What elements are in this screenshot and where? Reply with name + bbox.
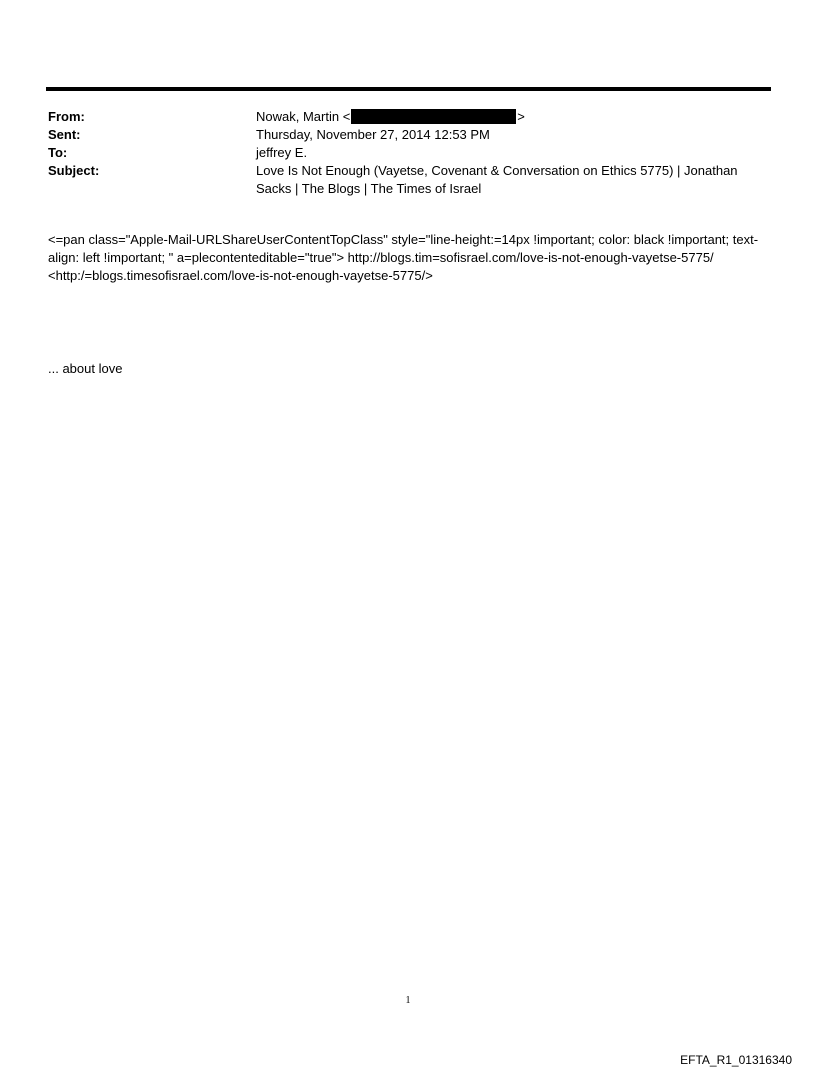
redaction-box: [351, 109, 516, 124]
sent-value: Thursday, November 27, 2014 12:53 PM: [256, 127, 490, 142]
email-header: [48, 108, 770, 198]
sent-row: [48, 126, 770, 144]
to-value: jeffrey E.: [256, 145, 308, 160]
to-row: [48, 144, 770, 162]
document-id: EFTA_R1_01316340: [680, 1053, 792, 1067]
subject-value: Love Is Not Enough (Vayetse, Covenant & Conversation on Ethics 5775) | Jonathan Sacks | The Blogs | The Times of Israel: [256, 163, 738, 196]
body-paragraph: <=pan class="Apple-Mail-URLShareUserContentTopClass" style="line-height:=14px !important; color: black !important; text-align: left !important; " a=plecontenteditable="true"> http://blogs.tim=sofisrael.com/love-is-not-enough-vayetse-5775/ <http:/=blogs.timesofisrael.com/love-is-not-enough-vayetse-5775/>: [48, 232, 759, 283]
header-divider: [46, 87, 771, 91]
email-body: [48, 231, 764, 285]
from-label: From:: [48, 109, 85, 124]
email-signoff: ... about love: [48, 361, 123, 376]
sent-label: Sent:: [48, 127, 81, 142]
from-name: Nowak, Martin <: [256, 109, 351, 124]
to-label: To:: [48, 145, 68, 160]
from-value: [256, 108, 770, 126]
page-number: 1: [405, 995, 411, 1006]
subject-label: Subject:: [48, 163, 100, 178]
from-closing-bracket: >: [517, 109, 525, 124]
from-row: [48, 108, 770, 126]
subject-row: [48, 162, 770, 198]
